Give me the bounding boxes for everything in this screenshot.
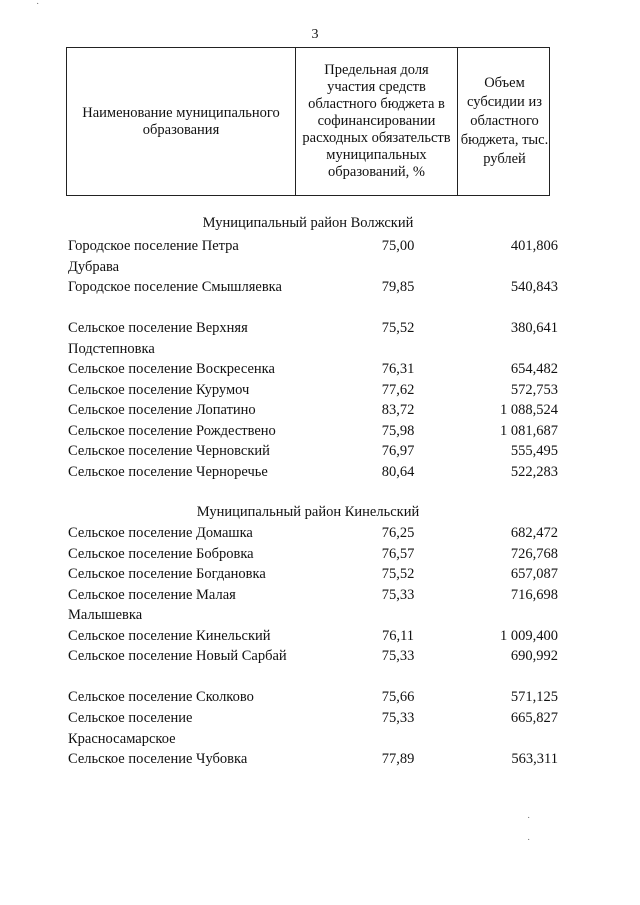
row-subsidy: 654,482 [510, 361, 558, 377]
page-number: 3 [311, 27, 319, 42]
section-title: Муниципальный район Кинельский [196, 504, 420, 520]
row-share: 76,57 [381, 545, 415, 562]
row-name: Сельское поселение Черновский [68, 443, 270, 459]
row-share: 83,72 [381, 402, 415, 418]
row-subsidy: 401,806 [510, 238, 558, 254]
row-name: Сельское поселение Черноречье [68, 463, 268, 480]
row-name: Сельское поселение Малая Малышевка [68, 586, 236, 623]
header-share-column: Предельная доля участия средств областного бюджета в софинансировании расходных обязательств муниципальных образований, % [296, 48, 458, 195]
row-subsidy: 571,125 [510, 689, 558, 705]
row-share: 75,98 [381, 422, 415, 439]
row-name: Сельское поселение Кинельский [68, 627, 271, 644]
row-share: 75,52 [381, 566, 415, 582]
row-name: Сельское поселение Новый Сарбай [68, 648, 287, 664]
row-share: 75,52 [381, 320, 415, 336]
row-name: Сельское поселение Курумоч [68, 381, 250, 398]
scan-mark: ˙ [527, 838, 531, 849]
row-name: Сельское поселение Чубовка [68, 751, 248, 767]
row-share: 75,66 [381, 689, 415, 705]
row-name: Сельское поселение Воскресенка [68, 361, 275, 377]
row-share: 77,62 [381, 381, 415, 398]
row-subsidy: 1 081,687 [500, 422, 558, 439]
row-subsidy: 726,768 [510, 545, 558, 562]
row-name: Сельское поселение Богдановка [68, 566, 266, 582]
row-subsidy: 657,087 [510, 566, 558, 582]
row-share: 75,33 [381, 648, 415, 664]
row-share: 76,25 [381, 525, 415, 541]
row-name: Сельское поселение Лопатино [68, 402, 256, 418]
row-share: 76,11 [381, 627, 415, 644]
row-subsidy: 563,311 [511, 751, 558, 767]
header-name-column: Наименование муниципального образования [67, 48, 296, 195]
row-share: 77,89 [381, 751, 415, 767]
scan-mark: ˙ [527, 816, 531, 827]
scan-mark: ˙ [36, 2, 40, 13]
row-share: 76,97 [381, 443, 415, 459]
table-header [66, 47, 550, 196]
row-subsidy: 682,472 [510, 525, 558, 541]
row-subsidy: 540,843 [510, 279, 558, 295]
section-title: Муниципальный район Волжский [202, 215, 414, 231]
row-subsidy: 690,992 [510, 648, 558, 664]
row-subsidy: 665,827 [510, 710, 558, 726]
row-share: 75,33 [381, 710, 415, 726]
row-name: Сельское поселение Сколково [68, 689, 254, 705]
row-subsidy: 380,641 [510, 320, 558, 336]
row-name: Сельское поселение Домашка [68, 525, 253, 541]
row-name: Сельское поселение Красносамарское [68, 710, 193, 747]
row-share: 75,33 [381, 586, 415, 603]
row-subsidy: 555,495 [510, 443, 558, 459]
row-share: 76,31 [381, 361, 415, 377]
row-name: Сельское поселение Бобровка [68, 545, 254, 562]
row-share: 80,64 [381, 463, 415, 480]
row-name: Городское поселение Смышляевка [68, 279, 282, 295]
row-subsidy: 522,283 [510, 463, 558, 480]
row-subsidy: 1 009,400 [500, 627, 558, 644]
row-subsidy: 1 088,524 [500, 402, 558, 418]
row-name: Сельское поселение Рождествено [68, 422, 276, 439]
row-share: 75,00 [381, 238, 415, 254]
row-subsidy: 572,753 [510, 381, 558, 398]
row-name: Городское поселение Петра Дубрава [68, 238, 239, 275]
row-subsidy: 716,698 [510, 586, 558, 603]
header-subsidy-column: Объем субсидии из областного бюджета, тыс. рублей [460, 75, 549, 167]
row-share: 79,85 [381, 279, 415, 295]
row-name: Сельское поселение Верхняя Подстепновка [68, 320, 248, 357]
